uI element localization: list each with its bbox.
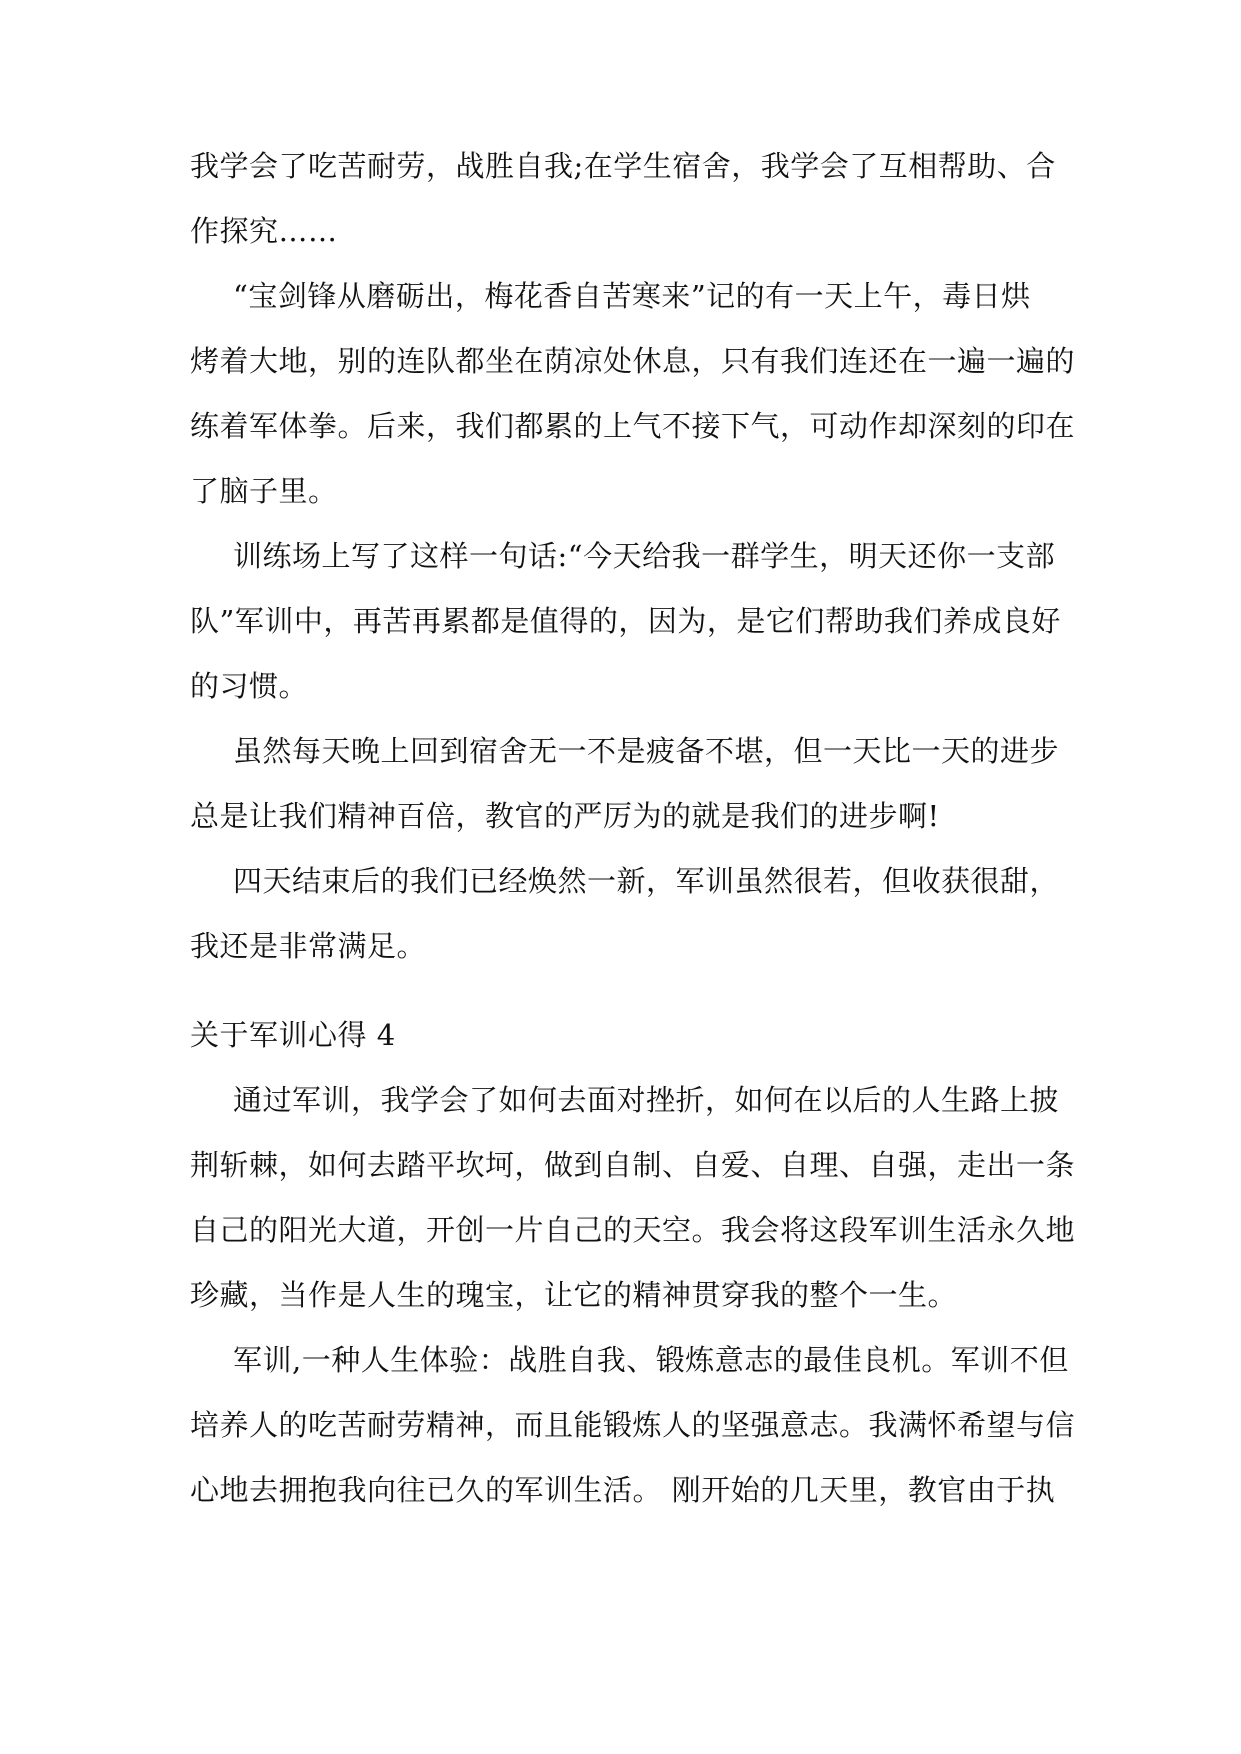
section-heading-block <box>190 1003 1060 1068</box>
paragraph-line: 作探究…… <box>190 214 338 248</box>
paragraph-line: 总是让我们精神百倍，教官的严厉为的就是我们的进步啊! <box>190 799 940 833</box>
paragraph-line: 练着军体拳。后来，我们都累的上气不接下气，可动作却深刻的印在 <box>190 409 1076 443</box>
paragraph-line: 队”军训中，再苦再累都是值得的，因为，是它们帮助我们养成良好 <box>190 604 1061 638</box>
paragraph-line: 培养人的吃苦耐劳精神，而且能锻炼人的坚强意志。我满怀希望与信 <box>190 1408 1076 1442</box>
paragraph-line: 的习惯。 <box>190 669 309 703</box>
body-text-top <box>190 134 1076 979</box>
paragraph-line: 了脑子里。 <box>190 474 338 508</box>
paragraph-line: 我还是非常满足。 <box>190 929 427 963</box>
paragraph-line: 心地去拥抱我向往已久的军训生活。 刚开始的几天里，教官由于执 <box>190 1473 1056 1507</box>
body-text-bottom <box>190 1068 1076 1523</box>
paragraph-line: 我学会了吃苦耐劳，战胜自我;在学生宿舍，我学会了互相帮助、合 <box>190 149 1056 183</box>
paragraph-line: 四天结束后的我们已经焕然一新，军训虽然很若，但收获很甜， <box>233 864 1060 898</box>
paragraph-line: 通过军训，我学会了如何去面对挫折，如何在以后的人生路上披 <box>233 1083 1060 1117</box>
paragraph-line: 军训,一种人生体验：战胜自我、锻炼意志的最佳良机。军训不但 <box>233 1343 1069 1377</box>
section-heading: 关于军训心得 4 <box>190 1018 396 1052</box>
paragraph-line: 虽然每天晚上回到宿舍无一不是疲备不堪，但一天比一天的进步 <box>233 734 1060 768</box>
paragraph-line: 烤着大地，别的连队都坐在荫凉处休息，只有我们连还在一遍一遍的 <box>190 344 1076 378</box>
paragraph-line: 珍藏，当作是人生的瑰宝，让它的精神贯穿我的整个一生。 <box>190 1278 958 1312</box>
paragraph-line: 自己的阳光大道，开创一片自己的天空。我会将这段军训生活永久地 <box>190 1213 1076 1247</box>
paragraph-line: 训练场上写了这样一句话:“今天给我一群学生，明天还你一支部 <box>233 539 1056 573</box>
paragraph-line: 荆斩棘，如何去踏平坎坷，做到自制、自爱、自理、自强，走出一条 <box>190 1148 1076 1182</box>
paragraph-line: “宝剑锋从磨砺出，梅花香自苦寒来”记的有一天上午，毒日烘 <box>233 279 1031 313</box>
